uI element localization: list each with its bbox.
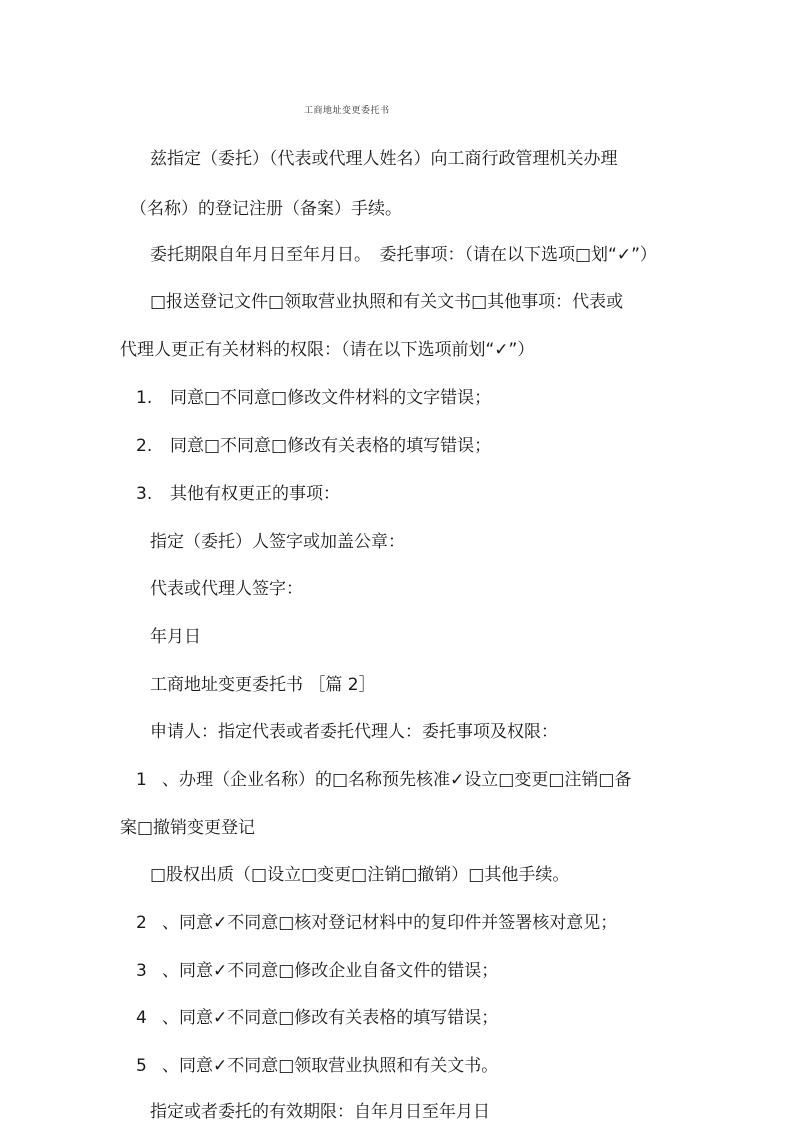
page-header: 工商地址变更委托书 [304,106,390,116]
list-text: 、同意✓不同意□领取营业执照和有关文书。 [162,1056,499,1076]
agent-signature-line: 代表或代理人签字： [150,579,303,599]
list-text: 、办理（企业名称）的□名称预先核准✓设立□变更□注销□备 [162,770,632,790]
paragraph-equity: □股权出质（□设立□变更□注销□撤销）□其他手续。 [150,865,570,885]
date-line: 年月日 [150,627,201,647]
list-item [136,959,498,983]
validity-line: 指定或者委托的有效期限：自年月日至年月日 [150,1102,490,1122]
list-item [136,434,491,458]
list-number: 2. [136,436,153,456]
paragraph-5: 代理人更正有关材料的权限：（请在以下选项前划“✓”） [120,340,535,360]
list-number: 1. [136,388,153,408]
list-text: 同意□不同意□修改文件材料的文字错误； [170,388,492,408]
applicant-line: 申请人：指定代表或者委托代理人：委托事项及权限： [150,722,558,742]
list-number: 4 [136,1008,147,1028]
list-text: 、同意✓不同意□修改有关表格的填写错误； [162,1008,499,1028]
list-number: 5 [136,1056,147,1076]
paragraph-4: □报送登记文件□领取营业执照和有关文书□其他事项：代表或 [150,292,624,312]
list-item [136,1006,498,1030]
list-item [136,911,617,935]
signature-line: 指定（委托）人签字或加盖公章： [150,532,405,552]
list-number: 3. [136,484,153,504]
paragraph-continued: 案□撤销变更登记 [120,818,256,838]
list-item [136,1054,498,1078]
list-number: 3 [136,961,147,981]
list-text: 同意□不同意□修改有关表格的填写错误； [170,436,492,456]
list-number: 2 [136,913,147,933]
paragraph-3: 委托期限自年月日至年月日。 委托事项：（请在以下选项□划“✓”） [150,245,657,265]
list-text: 其他有权更正的事项： [170,484,340,504]
list-number: 1 [136,770,147,790]
list-text: 、同意✓不同意□核对登记材料中的复印件并签署核对意见； [162,913,618,933]
list-item [136,768,632,792]
list-text: 、同意✓不同意□修改企业自备文件的错误； [162,961,499,981]
paragraph-1: 兹指定（委托）（代表或代理人姓名）向工商行政管理机关办理 [150,149,618,169]
list-item [136,386,491,410]
section-title: 工商地址变更委托书 ［篇 2］ [150,675,376,695]
list-item [136,482,340,506]
paragraph-2: （名称）的登记注册（备案）手续。 [130,199,402,219]
